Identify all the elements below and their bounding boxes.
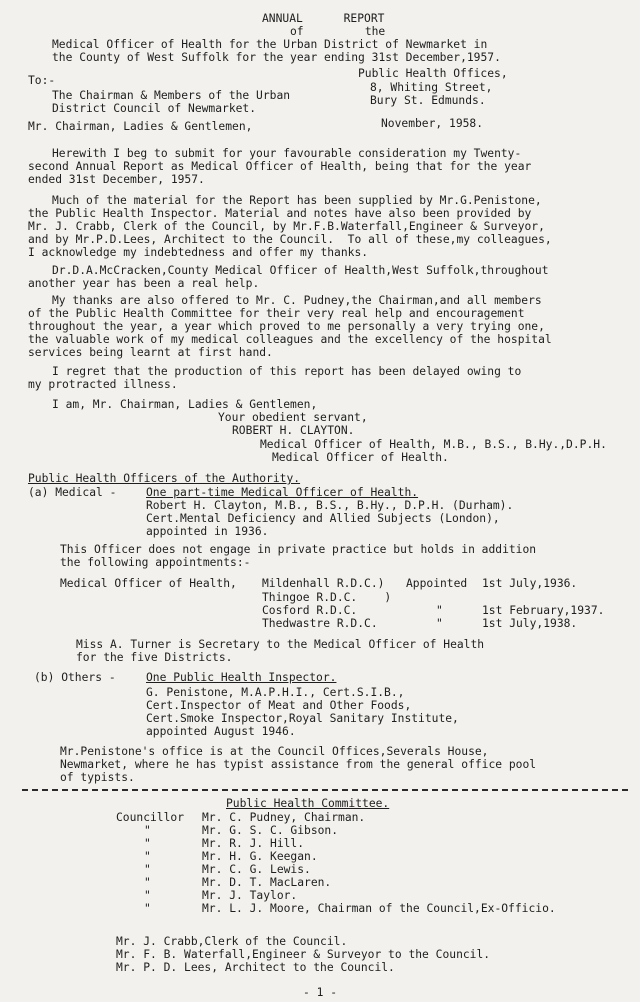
- private-practice-line1: This Officer does not engage in private practice but holds in addition: [60, 543, 537, 556]
- medical-role: One part-time Medical Officer of Health.: [146, 486, 419, 499]
- paragraph-4-line1: My thanks are also offered to Mr. C. Pudney,the Chairman,and all members: [52, 294, 542, 307]
- staff-line1: Mr. J. Crabb,Clerk of the Council.: [116, 935, 348, 948]
- others-role: One Public Health Inspector.: [146, 671, 337, 684]
- sender-line2: 8, Whiting Street,: [370, 81, 493, 94]
- office-note-line2: Newmarket, where he has typist assistance from the general office pool: [60, 758, 537, 771]
- member-name: Mr. C. Pudney, Chairman.: [202, 811, 366, 824]
- letter-date: November, 1958.: [381, 117, 484, 130]
- paragraph-4-line3: throughout the year, a year which proved to me personally a very trying one,: [28, 320, 545, 333]
- paragraph-1-line3: ended 31st December, 1957.: [28, 173, 205, 186]
- member-prefix: ": [144, 902, 151, 915]
- recipient-line1: The Chairman & Members of the Urban: [52, 89, 291, 102]
- paragraph-1-line2: second Annual Report as Medical Officer of Health, being that for the year: [28, 160, 532, 173]
- staff-line3: Mr. P. D. Lees, Architect to the Council.: [116, 961, 395, 974]
- member-name: Mr. J. Taylor.: [202, 889, 298, 902]
- member-name: Mr. G. S. C. Gibson.: [202, 824, 339, 837]
- medical-line1: Robert H. Clayton, M.B., B.S., B.Hy., D.P.H. (Durham).: [146, 499, 514, 512]
- report-title-line1: ANNUAL REPORT: [262, 12, 385, 25]
- office-note-line3: of typists.: [60, 771, 135, 784]
- sender-line1: Public Health Offices,: [358, 67, 508, 80]
- report-title-line4: the County of West Suffolk for the year ending 31st December,1957.: [52, 51, 501, 64]
- others-label: (b) Others -: [34, 671, 116, 684]
- others-line4: appointed August 1946.: [146, 725, 296, 738]
- secretary-line1: Miss A. Turner is Secretary to the Medical Officer of Health: [76, 638, 485, 651]
- to-label: To:-: [28, 74, 56, 87]
- others-line1: G. Penistone, M.A.P.H.I., Cert.S.I.B.,: [146, 686, 405, 699]
- staff-line2: Mr. F. B. Waterfall,Engineer & Surveyor to the Council.: [116, 948, 491, 961]
- paragraph-4-line2: of the Public Health Committee for their very real help and encouragement: [28, 307, 525, 320]
- appointment-district: Cosford R.D.C.: [262, 604, 358, 617]
- member-prefix: ": [144, 863, 151, 876]
- page-number: - 1 -: [302, 986, 337, 999]
- member-name: Mr. C. G. Lewis.: [202, 863, 311, 876]
- paragraph-3-line1: Dr.D.A.McCracken,County Medical Officer of Health,West Suffolk,throughout: [52, 264, 549, 277]
- member-name: Mr. H. G. Keegan.: [202, 850, 318, 863]
- paragraph-1-line1: Herewith I beg to submit for your favourable consideration my Twenty-: [52, 147, 522, 160]
- paragraph-2-line2: the Public Health Inspector. Material and notes have also been provided by: [28, 207, 532, 220]
- section-divider: [22, 789, 628, 791]
- sender-line3: Bury St. Edmunds.: [370, 94, 486, 107]
- officers-heading: Public Health Officers of the Authority.: [28, 472, 301, 485]
- paragraph-4-line4: the valuable work of my medical colleagues and the excellency of the hospital: [28, 333, 552, 346]
- office-note-line1: Mr.Penistone's office is at the Council Offices,Severals House,: [60, 745, 489, 758]
- member-prefix: ": [144, 837, 151, 850]
- medical-line3: appointed in 1936.: [146, 525, 269, 538]
- paragraph-4-line5: services being learnt at first hand.: [28, 346, 273, 359]
- paragraph-2-line1: Much of the material for the Report has been supplied by Mr.G.Penistone,: [52, 194, 542, 207]
- member-prefix: ": [144, 876, 151, 889]
- appointment-note: ": [436, 617, 443, 630]
- appointment-district: Thedwastre R.D.C.: [262, 617, 378, 630]
- signature-title1: Medical Officer of Health, M.B., B.S., B.Hy.,D.P.H.: [260, 438, 607, 451]
- signature-name: ROBERT H. CLAYTON.: [232, 424, 355, 437]
- recipient-line2: District Council of Newmarket.: [52, 102, 257, 115]
- member-prefix: Councillor: [116, 811, 185, 824]
- paragraph-2-line4: and by Mr.P.D.Lees, Architect to the Council. To all of these,my colleagues,: [28, 233, 552, 246]
- appointment-date: 1st February,1937.: [482, 604, 605, 617]
- member-prefix: ": [144, 824, 151, 837]
- closing-line: I am, Mr. Chairman, Ladies & Gentlemen,: [52, 398, 318, 411]
- servant-line: Your obedient servant,: [218, 411, 368, 424]
- signature-title2: Medical Officer of Health.: [272, 451, 449, 464]
- member-name: Mr. R. J. Hill.: [202, 837, 305, 850]
- appointment-date: 1st July,1938.: [482, 617, 578, 630]
- appointment-note: Appointed: [406, 577, 468, 590]
- appointment-district: Mildenhall R.D.C.): [262, 577, 385, 590]
- others-line3: Cert.Smoke Inspector,Royal Sanitary Institute,: [146, 712, 459, 725]
- report-title-line2: of the: [290, 25, 386, 38]
- appointment-district: Thingoe R.D.C. ): [262, 591, 392, 604]
- others-line2: Cert.Inspector of Meat and Other Foods,: [146, 699, 412, 712]
- paragraph-2-line5: I acknowledge my indebtedness and offer my thanks.: [28, 246, 369, 259]
- appointment-date: 1st July,1936.: [482, 577, 578, 590]
- appointments-prefix: Medical Officer of Health,: [60, 577, 237, 590]
- member-prefix: ": [144, 889, 151, 902]
- member-name: Mr. L. J. Moore, Chairman of the Council,Ex-Officio.: [202, 902, 556, 915]
- paragraph-5-line2: my protracted illness.: [28, 378, 178, 391]
- salutation: Mr. Chairman, Ladies & Gentlemen,: [28, 120, 253, 133]
- medical-line2: Cert.Mental Deficiency and Allied Subjects (London),: [146, 512, 500, 525]
- report-title-line3: Medical Officer of Health for the Urban District of Newmarket in: [52, 38, 488, 51]
- paragraph-5-line1: I regret that the production of this report has been delayed owing to: [52, 365, 522, 378]
- member-name: Mr. D. T. MacLaren.: [202, 876, 332, 889]
- paragraph-3-line2: another year has been a real help.: [28, 277, 260, 290]
- paragraph-2-line3: Mr. J. Crabb, Clerk of the Council, by Mr.F.B.Waterfall,Engineer & Surveyor,: [28, 220, 545, 233]
- secretary-line2: for the five Districts.: [76, 651, 233, 664]
- appointment-note: ": [436, 604, 443, 617]
- private-practice-line2: the following appointments:-: [60, 556, 251, 569]
- member-prefix: ": [144, 850, 151, 863]
- medical-label: (a) Medical -: [28, 486, 117, 499]
- committee-heading: Public Health Committee.: [226, 797, 390, 810]
